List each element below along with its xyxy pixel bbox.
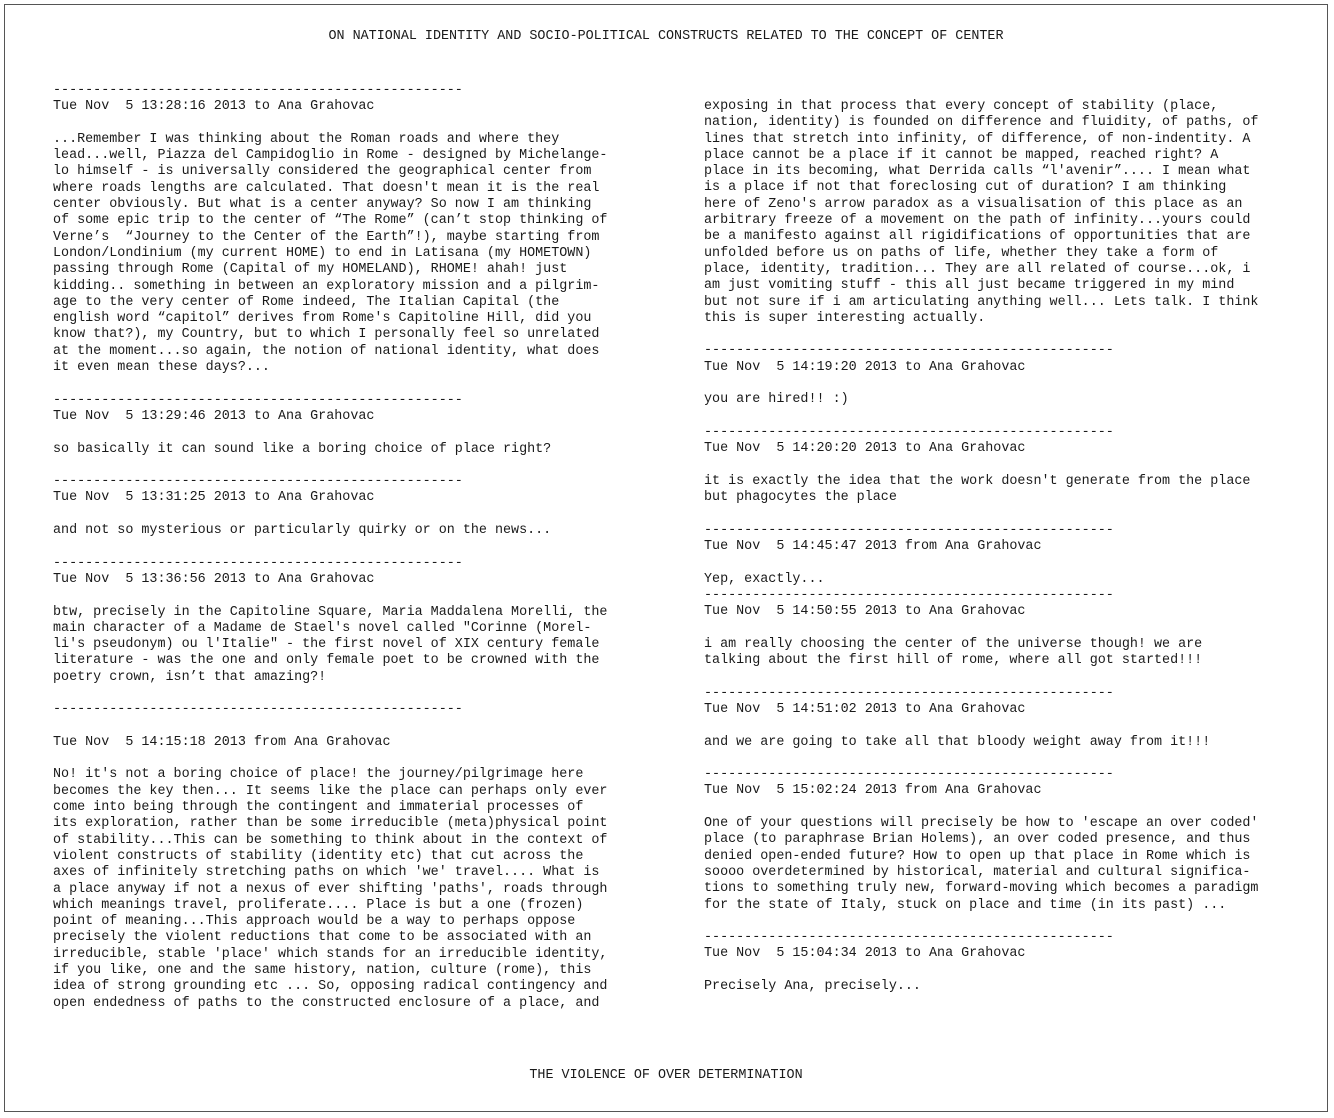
right-column	[704, 99, 1334, 995]
message-log-right: exposing in that process that every concept of stability (place, nation, identity) is founded on difference and fluidity, of paths, of lines that stretch into infinity, of difference, of non-indentity. A place cannot be a place if it cannot be mapped, reached right? A place in its becoming, what Derrida calls “l'avenir”.... I mean what is a place if not that foreclosing cut of duration? I am thinking here of Zeno's arrow paradox as a visualisation of this place as an arbitrary freeze of a movement on the path of infinity...yours could be a manifesto against all rigidifications of opportunities that are unfolded before us on paths of life, whether they take a form of place, identity, tradition... They are all related of course...ok, i am just vomiting stuff - this all just became triggered in my mind but not sure if i am articulating anything well... Lets talk. I think this is super interesting actually. --------------------------------------------------- Tue Nov 5 14:19:20 2013 to Ana Grahovac you are hired!! :) --------------------------------------------------- Tue Nov 5 14:20:20 2013 to Ana Grahovac it is exactly the idea that the work doesn't generate from the place but phagocytes the place --------------------------------------------------- Tue Nov 5 14:45:47 2013 from Ana Grahovac Yep, exactly... --------------------------------------------------- Tue Nov 5 14:50:55 2013 to Ana Grahovac i am really choosing the center of the universe though! we are talking about the first hill of rome, where all got started!!! --------------------------------------------------- Tue Nov 5 14:51:02 2013 to Ana Grahovac and we are going to take all that bloody weight away from it!!! --------------------------------------------------- Tue Nov 5 15:02:24 2013 from Ana Grahovac One of your questions will precisely be how to 'escape an over coded' place (to paraphrase Brian Holems), an over coded presence, and thus denied open-ended future? How to open up that place in Rome which is soooo overdetermined by historical, material and cultural significa- tions to something truly new, forward-moving which becomes a paradigm for the state of Italy, stuck on place and time (in its past) ... --------------------------------------------------- Tue Nov 5 15:04:34 2013 to Ana Grahovac Precisely Ana, precisely...	[704, 99, 1259, 995]
left-column	[53, 83, 693, 1012]
page-title: ON NATIONAL IDENTITY AND SOCIO-POLITICAL CONSTRUCTS RELATED TO THE CONCEPT OF CENTER	[328, 29, 1004, 44]
document-page	[4, 4, 1328, 1112]
page-footer: THE VIOLENCE OF OVER DETERMINATION	[529, 1068, 803, 1083]
message-log-left: --------------------------------------------------- Tue Nov 5 13:28:16 2013 to Ana Grahovac ...Remember I was thinking about the Roman roads and where they lead...well, Piazza del Campidoglio in Rome - designed by Michelange- lo himself - is universally considered the geographical center from where roads lengths are calculated. That doesn't mean it is the real center obviously. But what is a center anyway? So now I am thinking of some epic trip to the center of “The Rome” (can’t stop thinking of Verne’s “Journey to the Center of the Earth”!), maybe starting from London/Londinium (my current HOME) to end in Latisana (my HOMETOWN) passing through Rome (Capital of my HOMELAND), RHOME! ahah! just kidding.. something in between an exploratory mission and a pilgrim- age to the very center of Rome indeed, The Italian Capital (the english word “capitol” derives from Rome's Capitoline Hill, did you know that?), my Country, but to which I personally feel so unrelated at the moment...so again, the notion of national identity, what does it even mean these days?... --------------------------------------------------- Tue Nov 5 13:29:46 2013 to Ana Grahovac so basically it can sound like a boring choice of place right? --------------------------------------------------- Tue Nov 5 13:31:25 2013 to Ana Grahovac and not so mysterious or particularly quirky or on the news... --------------------------------------------------- Tue Nov 5 13:36:56 2013 to Ana Grahovac btw, precisely in the Capitoline Square, Maria Maddalena Morelli, the main character of a Madame de Stael's novel called "Corinne (Morel- li's pseudonym) ou l'Italie" - the first novel of XIX century female literature - was the one and only female poet to be crowned with the poetry crown, isn’t that amazing?! --------------------------------------------------- Tue Nov 5 14:15:18 2013 from Ana Grahovac No! it's not a boring choice of place! the journey/pilgrimage here becomes the key then... It seems like the place can perhaps only ever come into being through the contingent and immaterial processes of its exploration, rather than be some irreducible (meta)physical point of stability...This can be something to think about in the context of violent constructs of stability (identity etc) that cut across the axes of infinitely stretching paths on which 'we' travel.... What is a place anyway if not a nexus of ever shifting 'paths', roads through which meanings travel, proliferate.... Place is but a one (frozen) point of meaning...This approach would be a way to perhaps oppose precisely the violent reductions that come to be associated with an irreducible, stable 'place' which stands for an irreducible identity, if you like, one and the same history, nation, culture (rome), this idea of strong grounding etc ... So, opposing radical contingency and open endedness of paths to the constructed enclosure of a place, and	[53, 83, 608, 1011]
